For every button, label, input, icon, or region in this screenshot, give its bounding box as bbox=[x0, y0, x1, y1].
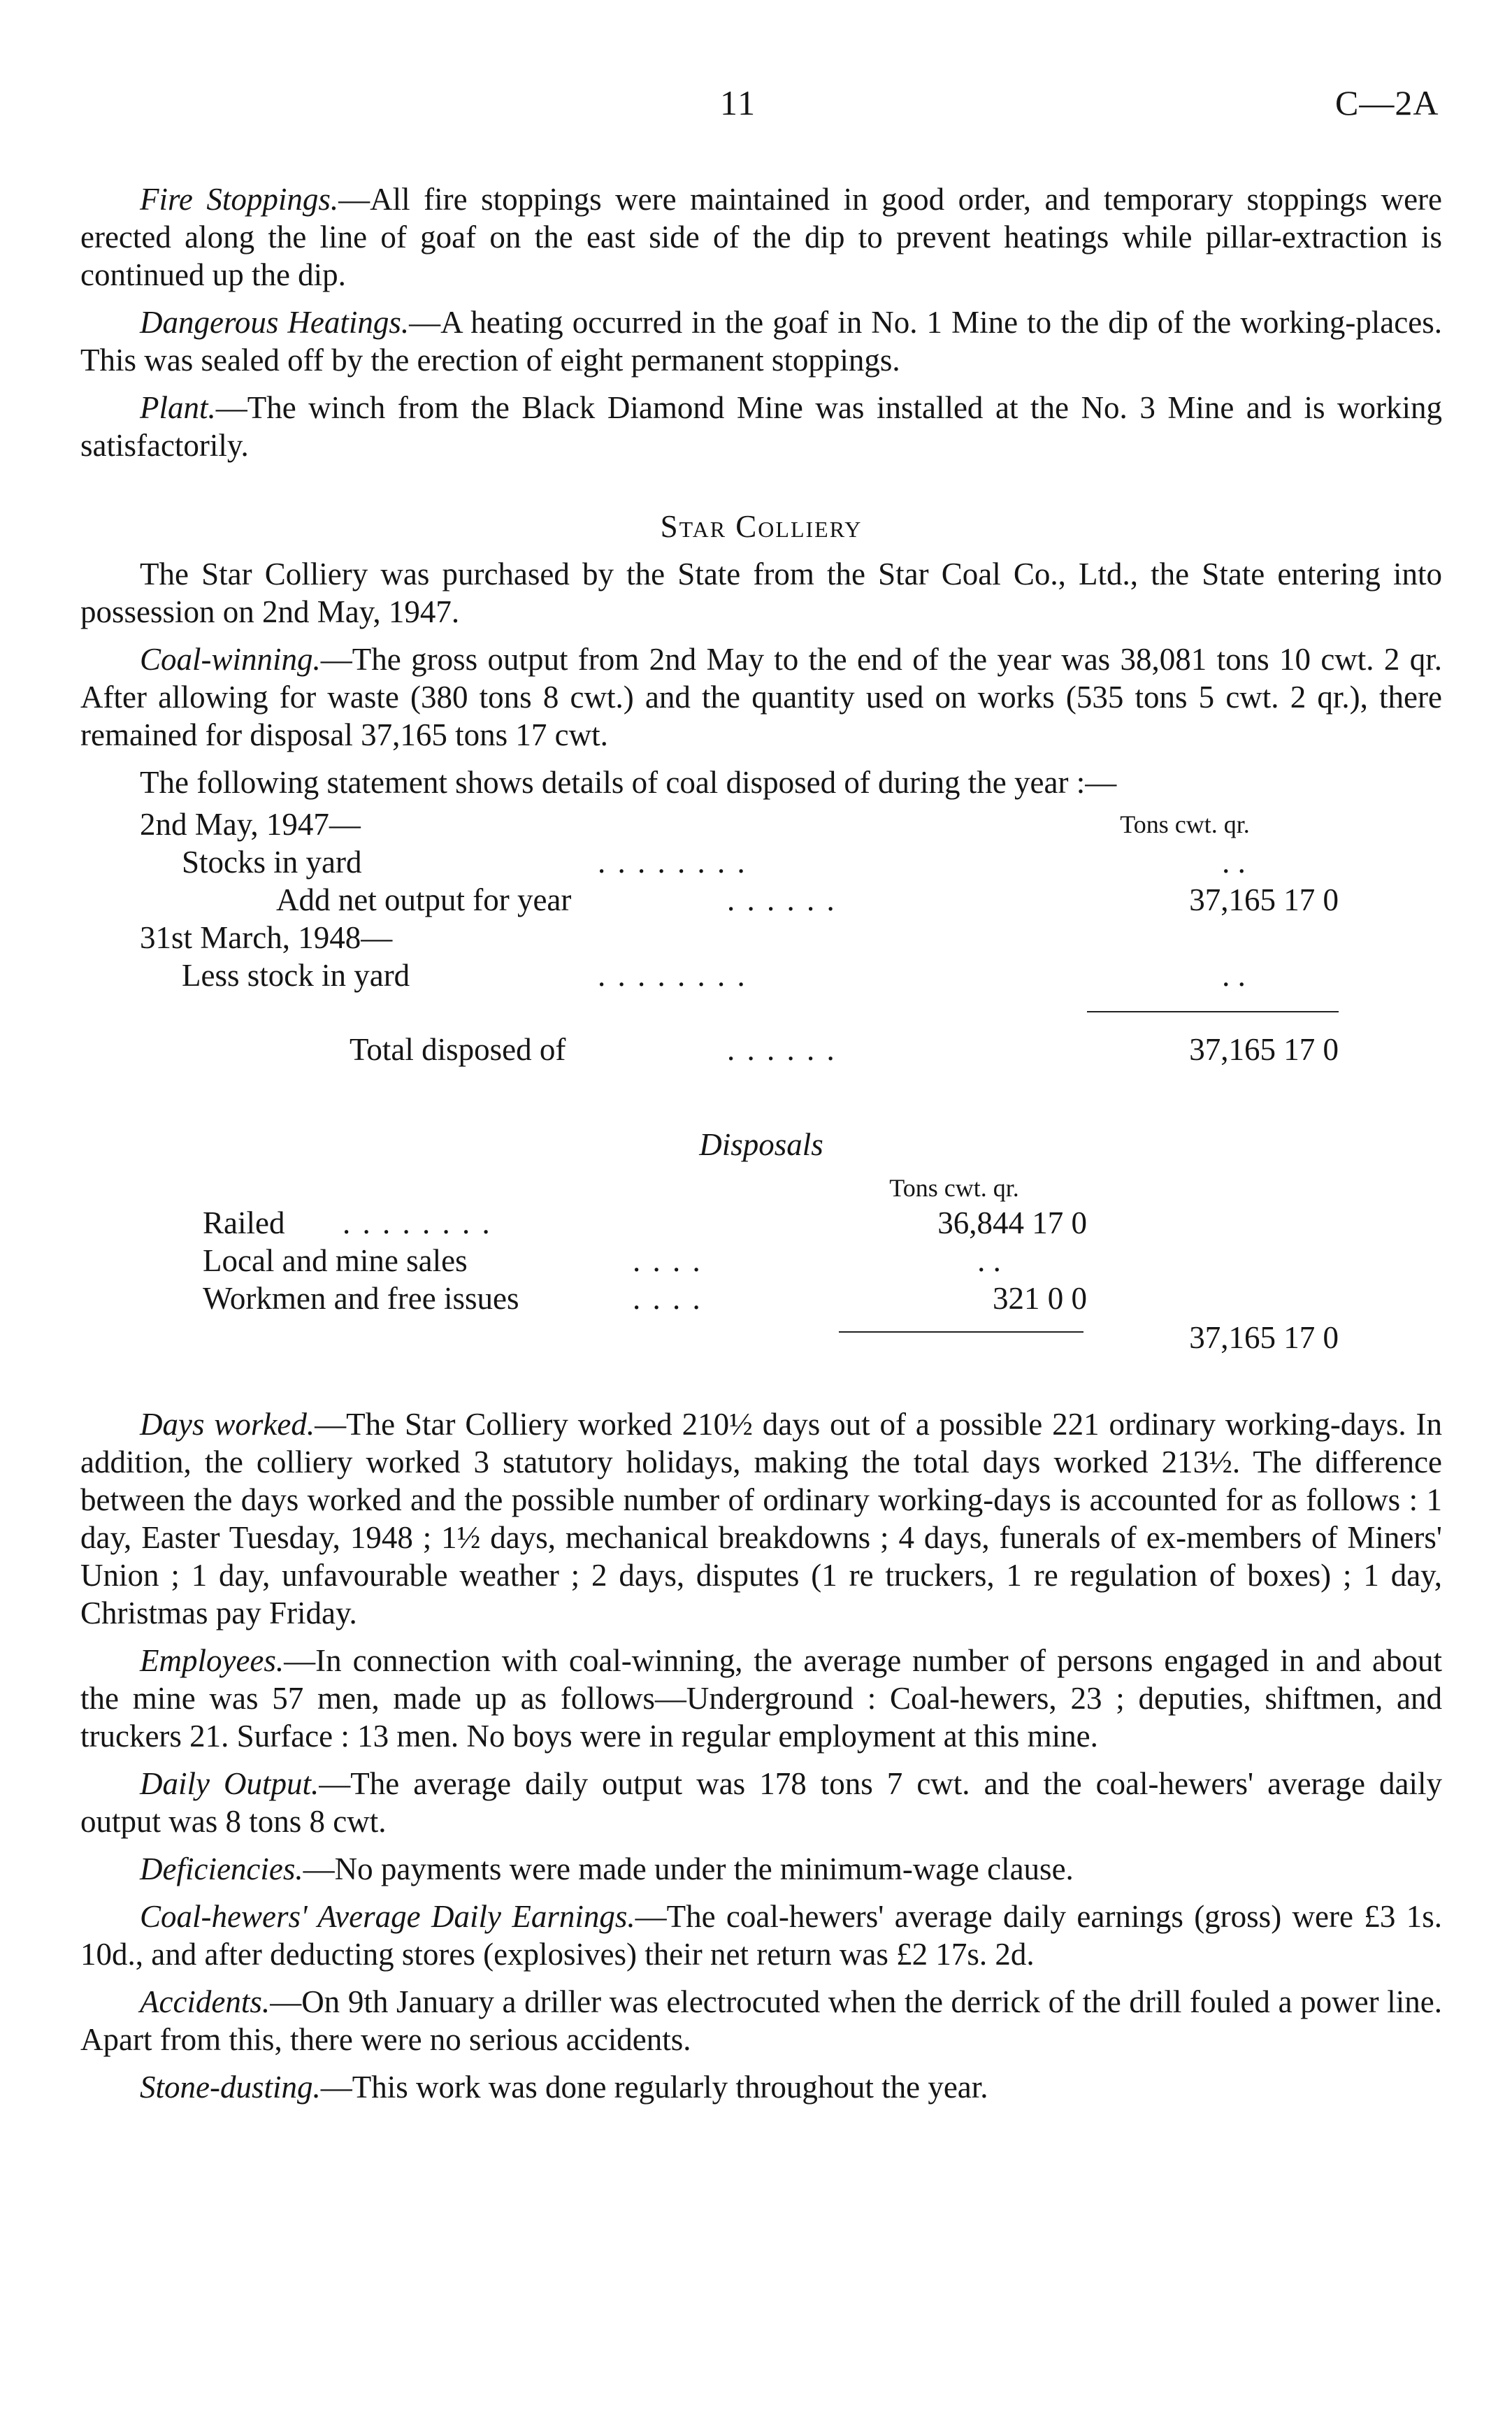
statement-date1: 2nd May, 1947— bbox=[140, 807, 361, 842]
paragraph-heading: Deficiencies. bbox=[140, 1851, 303, 1886]
paragraph-heading: Stone-dusting. bbox=[140, 2070, 321, 2105]
railed-value: 36,844 17 0 bbox=[937, 1205, 1087, 1240]
statement-row-total bbox=[80, 1031, 1442, 1068]
paragraph-coal-winning bbox=[80, 640, 1442, 754]
paragraph-heading: Coal-winning. bbox=[140, 642, 321, 677]
paragraph-text: —All fire stoppings were maintained in good order, and temporary stoppings were erected along the line of goaf on the east side of the dip to prevent heatings while pillar-extraction is continued up the dip. bbox=[80, 182, 1442, 292]
paragraph-stone-dusting bbox=[80, 2068, 1442, 2106]
paragraph-heading: Fire Stoppings. bbox=[140, 182, 339, 217]
statement-date2: 31st March, 1948— bbox=[140, 920, 393, 955]
less-dots: . . . . . . . . bbox=[598, 958, 747, 993]
paragraph-text: —The winch from the Black Diamond Mine was installed at the No. 3 Mine and is working satisfactorily. bbox=[80, 390, 1442, 463]
disposals-table bbox=[80, 1126, 1442, 1391]
disposals-units: Tons cwt. qr. bbox=[889, 1174, 1019, 1202]
statement-units: Tons cwt. qr. bbox=[1120, 810, 1250, 838]
paragraph-accidents bbox=[80, 1983, 1442, 2058]
paragraph-text: —The Star Colliery worked 210½ days out of a possible 221 ordinary working-days. In addition, the colliery worked 3 statutory holidays, making the total days worked 213½. The difference between the days worked and the possible number of ordinary working-days is accounted for as follows : 1 day, Easter Tuesday, 1948 ; 1½ days, mechanical breakdowns ; 4 days, funerals of ex-members of Miners' Union ; 1 day, unfavourable weather ; 2 days, disputes (1 re truckers, 1 re regulation of boxes) ; 1 day, Christmas pay Friday. bbox=[80, 1407, 1442, 1631]
total-value: 37,165 17 0 bbox=[1189, 1032, 1339, 1067]
paragraph-heading: Dangerous Heatings. bbox=[140, 305, 410, 340]
workmen-value: 321 0 0 bbox=[993, 1281, 1087, 1316]
statement-row-less bbox=[80, 956, 1442, 994]
paragraph-text: —A heating occurred in the goaf in No. 1 Mine to the dip of the working-places. This was sealed off by the erection of eight permanent stoppings. bbox=[80, 305, 1442, 378]
total-dots: . . . . . . bbox=[727, 1032, 837, 1067]
add-dots: . . . . . . bbox=[727, 882, 837, 917]
statement-row-add bbox=[80, 881, 1442, 919]
workmen-label: Workmen and free issues bbox=[203, 1281, 519, 1316]
local-label: Local and mine sales bbox=[203, 1243, 468, 1278]
paragraph-dangerous-heatings bbox=[80, 303, 1442, 379]
paragraph-heading: Coal-hewers' Average Daily Earnings. bbox=[140, 1899, 635, 1934]
paragraph-text: —In connection with coal-winning, the average number of persons engaged in and about the mine was 57 men, made up as follows—Underground : Coal-hewers, 23 ; deputies, shiftmen, and truckers 21. Surface : 13 men. No boys were in regular employment at this mine. bbox=[80, 1643, 1442, 1754]
statement-table bbox=[80, 805, 1442, 1112]
paragraph-text: —This work was done regularly throughout the year. bbox=[320, 2070, 988, 2105]
paragraph-intro: The Star Colliery was purchased by the State from the Star Coal Co., Ltd., the State entering into possession on 2nd May, 1947. bbox=[80, 557, 1442, 629]
statement-rule bbox=[1087, 1011, 1339, 1012]
paragraph-text: —On 9th January a driller was electrocuted when the derrick of the drill fouled a power line. Apart from this, there were no serious accidents. bbox=[80, 1984, 1442, 2057]
document-body bbox=[80, 180, 1442, 2116]
paragraph-employees bbox=[80, 1642, 1442, 1755]
paragraph-heading: Plant. bbox=[140, 390, 216, 425]
paragraph-plant bbox=[80, 389, 1442, 464]
less-label: Less stock in yard bbox=[182, 958, 410, 993]
paragraph-text: —The average daily output was 178 tons 7 cwt. and the coal-hewers' average daily output was 8 tons 8 cwt. bbox=[80, 1766, 1442, 1839]
section-title: Star Colliery bbox=[660, 509, 863, 544]
document-code: C—2A bbox=[1335, 83, 1439, 122]
paragraph-days-worked bbox=[80, 1405, 1442, 1632]
railed-dots: . . . . . . . . bbox=[343, 1205, 492, 1240]
total-label: Total disposed of bbox=[350, 1032, 566, 1067]
workmen-dots: . . . . bbox=[633, 1281, 703, 1316]
stocks-label: Stocks in yard bbox=[182, 845, 362, 880]
statement-row-date2 bbox=[80, 919, 1442, 956]
paragraph-heading: Daily Output. bbox=[140, 1766, 319, 1801]
local-value: . . bbox=[977, 1243, 1001, 1278]
stocks-value: . . bbox=[1222, 845, 1246, 880]
statement-intro: The following statement shows details of coal disposed of during the year :— bbox=[140, 765, 1117, 800]
page-number: 11 bbox=[720, 83, 757, 122]
paragraph-heading: Employees. bbox=[140, 1643, 285, 1678]
paragraph-fire-stoppings bbox=[80, 180, 1442, 294]
paragraph-heading: Days worked. bbox=[140, 1407, 315, 1442]
paragraph-deficiencies bbox=[80, 1850, 1442, 1888]
add-value: 37,165 17 0 bbox=[1189, 882, 1339, 917]
paragraph-daily-output bbox=[80, 1765, 1442, 1840]
paragraph-earnings bbox=[80, 1898, 1442, 1973]
statement-row-stocks bbox=[80, 843, 1442, 881]
less-value: . . bbox=[1222, 958, 1246, 993]
page-header bbox=[0, 84, 1512, 133]
paragraph-text: —The coal-hewers' average daily earnings (gross) were £3 1s. 10d., and after deducting stores (explosives) their net return was £2 17s. 2d. bbox=[80, 1899, 1442, 1972]
paragraph-text: —The gross output from 2nd May to the end of the year was 38,081 tons 10 cwt. 2 qr. After allowing for waste (380 tons 8 cwt.) and the quantity used on works (535 tons 5 cwt. 2 qr.), there remained for disposal 37,165 tons 17 cwt. bbox=[80, 642, 1442, 752]
statement-row-date1 bbox=[80, 805, 1442, 843]
paragraph-text: —No payments were made under the minimum-wage clause. bbox=[303, 1851, 1074, 1886]
disposals-grand-total: 37,165 17 0 bbox=[1189, 1320, 1339, 1355]
disposals-rule bbox=[839, 1331, 1083, 1333]
add-label: Add net output for year bbox=[276, 882, 572, 917]
stocks-dots: . . . . . . . . bbox=[598, 845, 747, 880]
paragraph-heading: Accidents. bbox=[140, 1984, 271, 2019]
local-dots: . . . . bbox=[633, 1243, 703, 1278]
railed-label: Railed bbox=[203, 1205, 285, 1240]
disposals-title: Disposals bbox=[699, 1127, 823, 1162]
